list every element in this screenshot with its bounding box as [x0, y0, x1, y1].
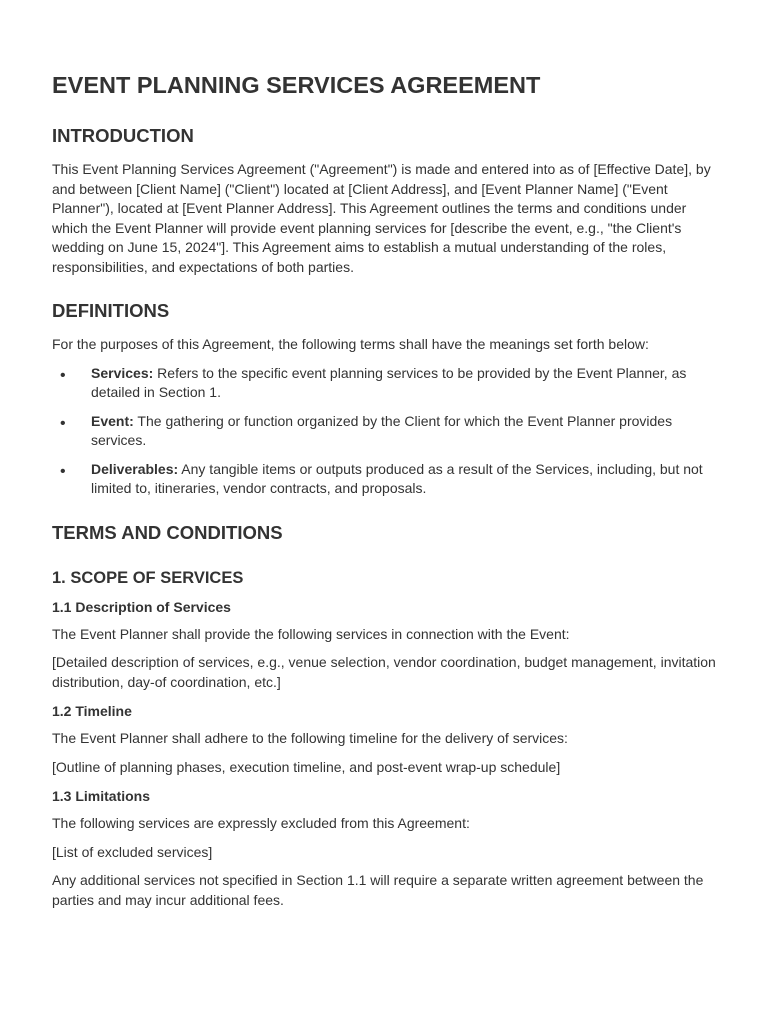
section-1-1-placeholder: [Detailed description of services, e.g., venue selection, vendor coordination, budget management, invitation distribution, day-of coordination, etc.]: [52, 654, 716, 690]
section-1-3-heading: 1.3 Limitations: [52, 788, 151, 804]
section-1-1-heading: 1.1 Description of Services: [52, 598, 231, 615]
definitions-list: [52, 364, 718, 499]
document-title: EVENT PLANNING SERVICES AGREEMENT: [52, 72, 541, 98]
section-1-2-heading: 1.2 Timeline: [52, 703, 132, 719]
definition-text: The gathering or function organized by the Client for which the Event Planner provides services.: [91, 412, 673, 448]
definition-text: Refers to the specific event planning services to be provided by the Event Planner, as detailed in Section 1.: [91, 364, 687, 400]
definition-term: Services:: [91, 364, 154, 381]
definitions-heading: DEFINITIONS: [52, 300, 170, 321]
terms-heading: TERMS AND CONDITIONS: [52, 521, 283, 543]
section-1-heading: 1. SCOPE OF SERVICES: [52, 568, 244, 587]
section-1-3-placeholder: [List of excluded services]: [52, 843, 213, 860]
bullet-icon: •: [60, 414, 66, 432]
bullet-icon: •: [60, 366, 66, 384]
section-1-3-paragraph: The following services are expressly excluded from this Agreement:: [52, 815, 470, 831]
introduction-heading: INTRODUCTION: [52, 125, 194, 146]
section-1-1-paragraph: The Event Planner shall provide the following services in connection with the Event:: [52, 625, 570, 642]
section-1-2-placeholder: [Outline of planning phases, execution timeline, and post-event wrap-up schedule]: [52, 758, 561, 775]
definition-term: Deliverables:: [91, 460, 179, 477]
definition-term: Event:: [91, 412, 134, 429]
introduction-paragraph: This Event Planning Services Agreement ("Agreement") is made and entered into as of [Effective Date], by and between [Client Name] ("Client") located at [Client Address], and [Event Planner Name] ("Event Planner"), located at [Event Planner Address]. This Agreement outlines the terms and conditions under which the Event Planner will provide event planning services for [describe the event, e.g., "the Client's wedding on June 15, 2024"]. This Agreement aims to establish a mutual understanding of the roles, responsibilities, and expectations of both parties.: [52, 161, 711, 275]
section-1-2-paragraph: The Event Planner shall adhere to the following timeline for the delivery of services:: [52, 730, 568, 746]
list-item: [52, 460, 718, 499]
definition-text: Any tangible items or outputs produced as a result of the Services, including, but not limited to, itineraries, vendor contracts, and proposals.: [91, 460, 703, 496]
list-item: [52, 412, 718, 451]
list-item: [52, 364, 718, 403]
definitions-intro: For the purposes of this Agreement, the following terms shall have the meanings set forth below:: [52, 336, 649, 352]
bullet-icon: •: [60, 462, 66, 480]
section-1-3-note: Any additional services not specified in Section 1.1 will require a separate written agreement between the parties and may incur additional fees.: [52, 872, 704, 908]
